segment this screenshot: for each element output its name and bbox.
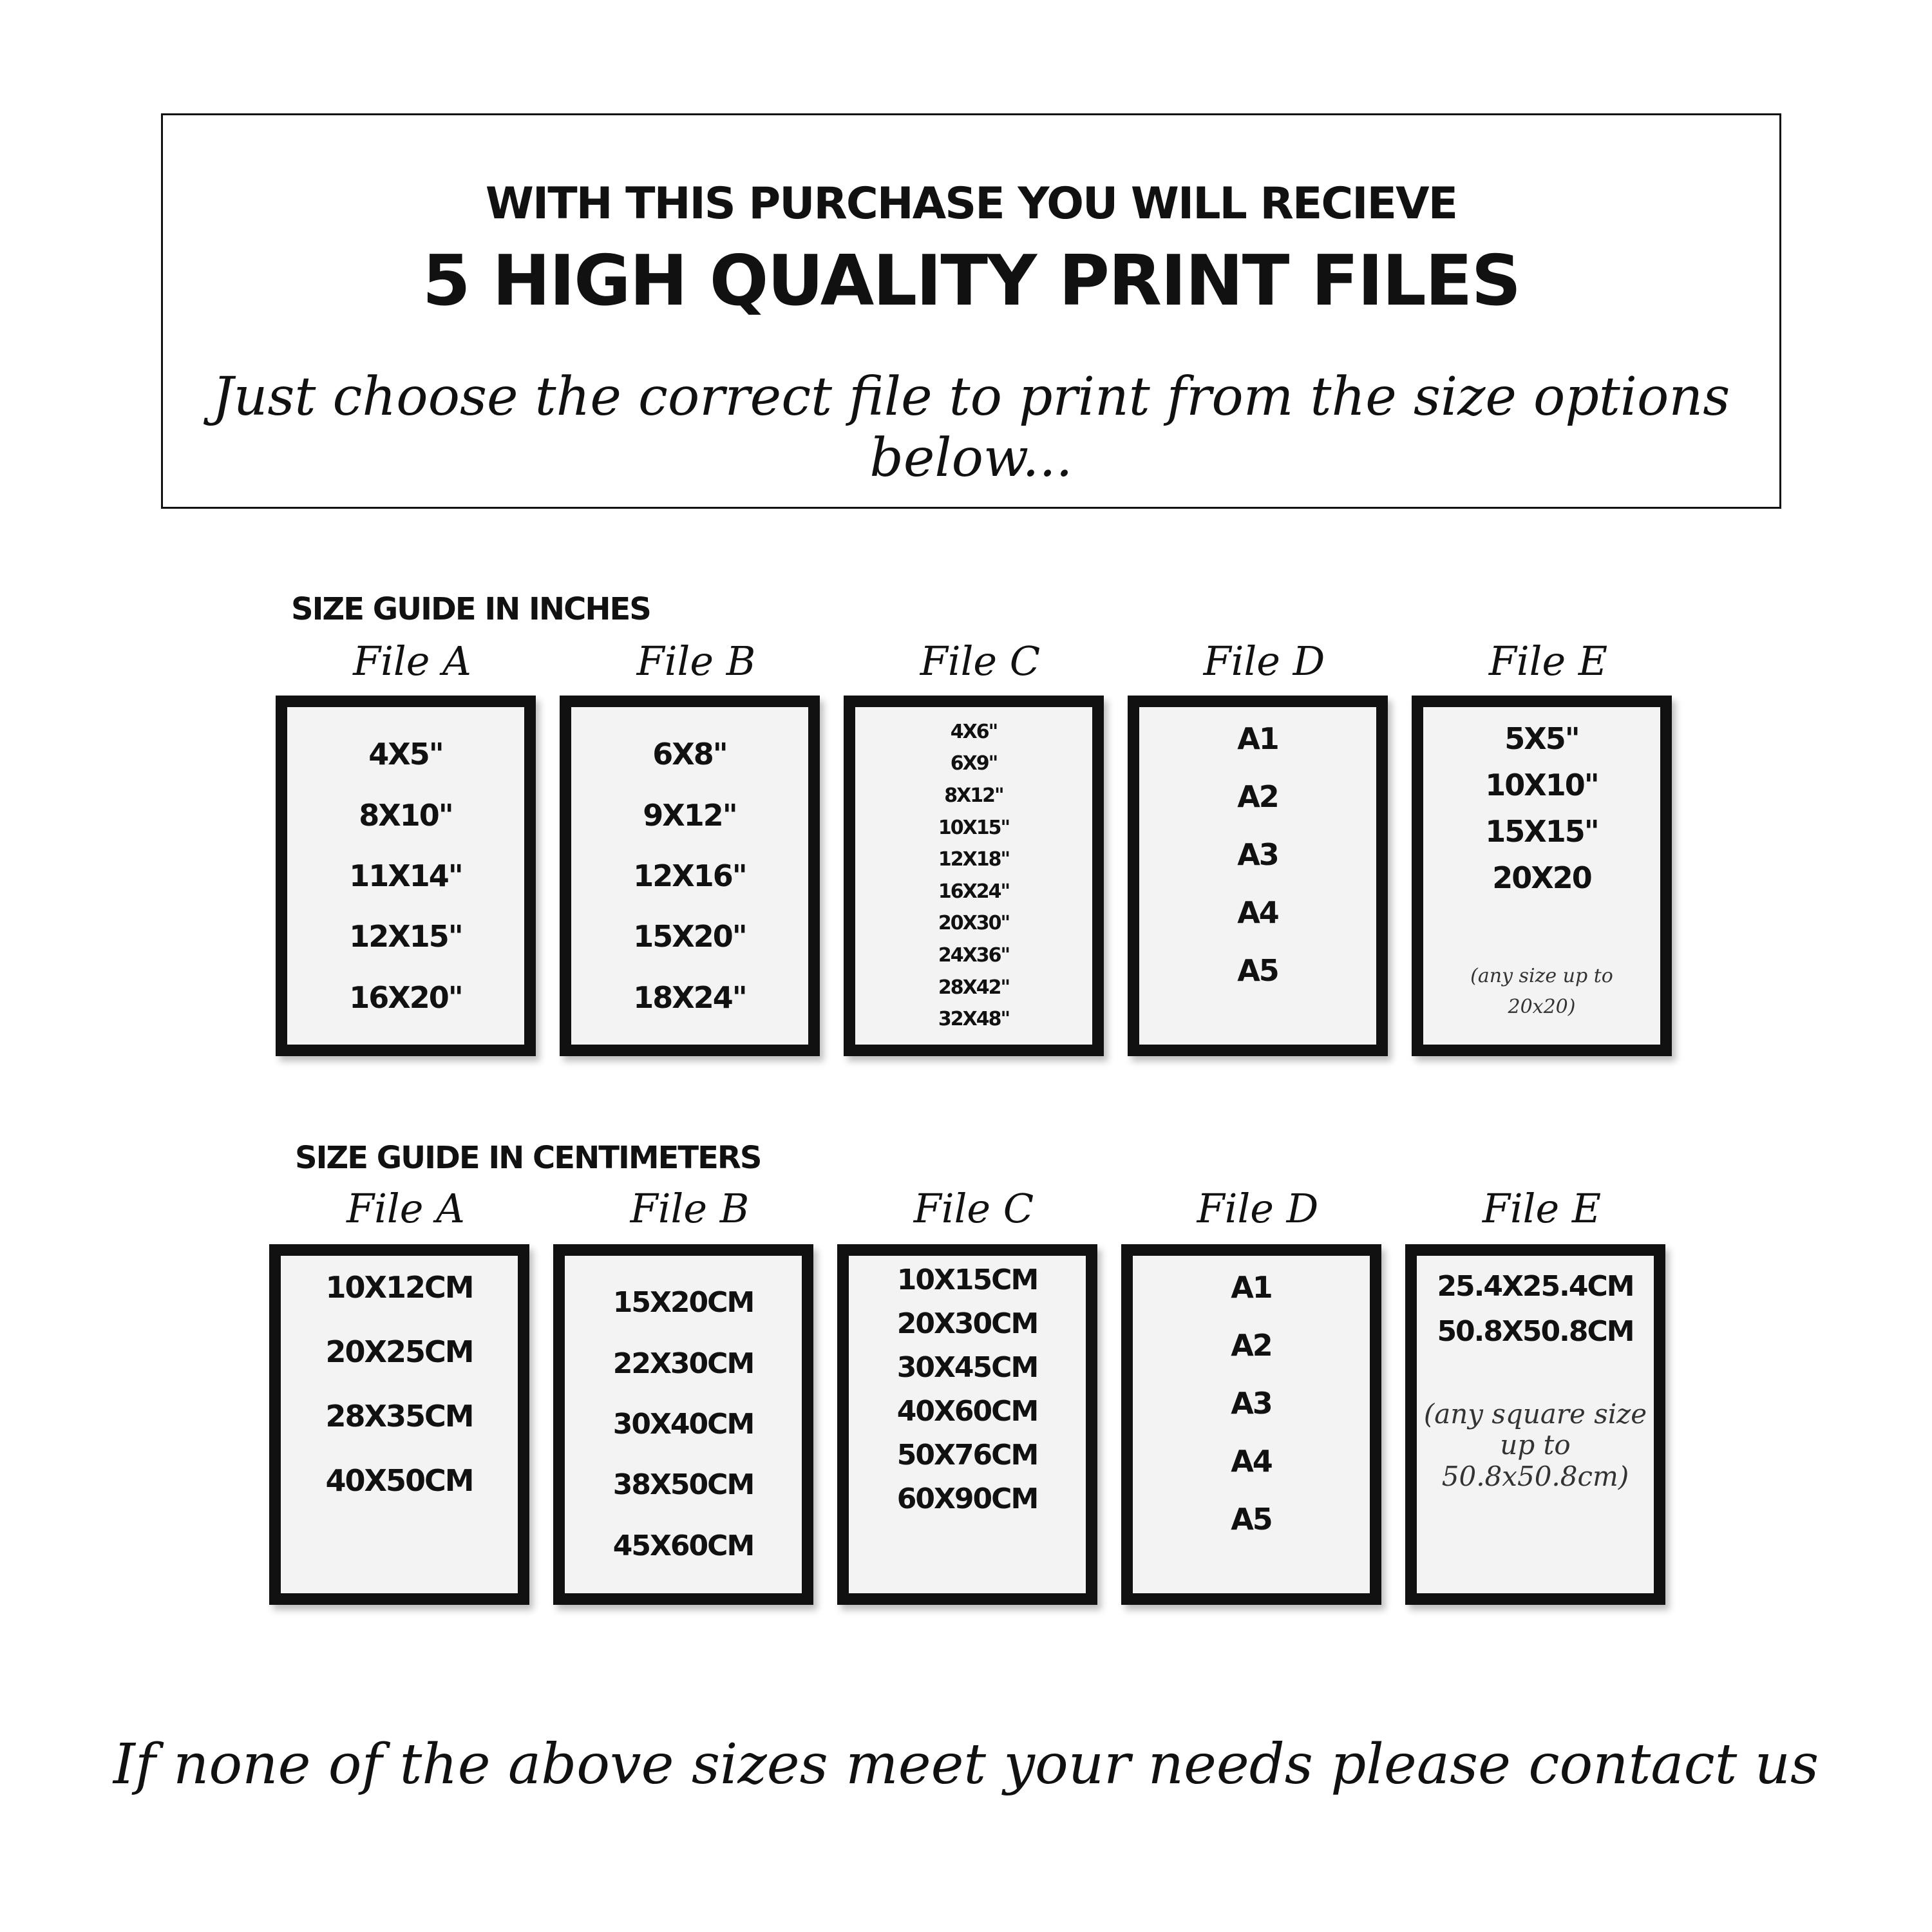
size-value: 30X40CM xyxy=(612,1407,754,1441)
cm-file-c-label: File C xyxy=(913,1185,1034,1232)
inches-section-title: SIZE GUIDE IN INCHES xyxy=(291,591,650,627)
size-value: 6X8" xyxy=(652,737,727,772)
inches-file-a-label: File A xyxy=(353,638,471,685)
size-value: 20X25CM xyxy=(325,1334,473,1369)
size-value: 8X12" xyxy=(944,784,1003,807)
size-value: 32X48" xyxy=(938,1008,1010,1031)
cm-file-a-frame xyxy=(269,1244,529,1605)
size-value: 38X50CM xyxy=(612,1468,754,1502)
cm-file-b-frame xyxy=(553,1244,813,1605)
inches-file-b-label: File B xyxy=(636,638,756,685)
cm-file-c-frame xyxy=(837,1244,1097,1605)
size-value: 15X20CM xyxy=(612,1286,754,1320)
size-value: 20X20 xyxy=(1492,860,1591,895)
size-note: (any square size up to 50.8x50.8cm) xyxy=(1423,1398,1647,1492)
size-value: 8X10" xyxy=(359,797,453,833)
size-value: 28X35CM xyxy=(325,1399,473,1434)
inches-file-d-label: File D xyxy=(1203,638,1325,685)
inches-file-d-frame xyxy=(1128,696,1388,1056)
size-value: A4 xyxy=(1231,1444,1272,1479)
inches-file-b-frame xyxy=(560,696,820,1056)
size-value: A3 xyxy=(1231,1386,1272,1421)
inches-file-e-frame xyxy=(1412,696,1672,1056)
cm-section-title: SIZE GUIDE IN CENTIMETERS xyxy=(295,1140,761,1176)
info-banner xyxy=(161,113,1781,509)
cm-file-e-label: File E xyxy=(1482,1185,1602,1232)
inches-file-a-frame xyxy=(276,696,536,1056)
size-value: 18X24" xyxy=(633,980,746,1015)
size-value: 10X12CM xyxy=(325,1270,473,1305)
size-value: 40X60CM xyxy=(896,1395,1038,1428)
cm-file-a-label: File A xyxy=(346,1185,465,1232)
inches-file-c-label: File C xyxy=(920,638,1041,685)
size-value: 20X30" xyxy=(938,912,1010,935)
cm-file-d-frame xyxy=(1121,1244,1381,1605)
size-value: 15X20" xyxy=(633,919,746,954)
size-value: A1 xyxy=(1237,721,1278,756)
size-value: 22X30CM xyxy=(612,1347,754,1380)
size-value: 50X76CM xyxy=(896,1439,1038,1472)
banner-headline: WITH THIS PURCHASE YOU WILL RECIEVE xyxy=(485,178,1457,229)
size-value: 10X15CM xyxy=(896,1264,1038,1296)
size-value: 28X42" xyxy=(938,976,1010,999)
size-value: 10X10" xyxy=(1485,768,1598,802)
size-value: 16X20" xyxy=(349,980,462,1015)
cm-file-e-frame xyxy=(1405,1244,1665,1605)
footer-contact-note: If none of the above sizes meet your needs please contact us xyxy=(113,1732,1819,1797)
size-value: 45X60CM xyxy=(612,1529,754,1562)
size-value: 9X12" xyxy=(643,797,737,833)
inches-file-c-frame xyxy=(844,696,1104,1056)
size-value: 6X9" xyxy=(950,752,998,775)
size-value: A2 xyxy=(1231,1328,1272,1363)
size-value: 50.8X50.8CM xyxy=(1437,1315,1634,1348)
size-value: 4X5" xyxy=(368,737,443,772)
size-value: A5 xyxy=(1237,953,1278,988)
size-value: 10X15" xyxy=(938,816,1010,839)
size-value: 15X15" xyxy=(1485,814,1598,849)
size-value: A1 xyxy=(1231,1270,1272,1305)
size-value: 60X90CM xyxy=(896,1482,1038,1515)
size-note: (any size up to 20x20) xyxy=(1470,965,1613,1018)
size-value: 12X16" xyxy=(633,858,746,893)
inches-file-e-label: File E xyxy=(1488,638,1608,685)
cm-file-d-label: File D xyxy=(1197,1185,1319,1232)
size-value: A4 xyxy=(1237,895,1278,930)
size-value: 12X15" xyxy=(349,919,462,954)
size-value: A3 xyxy=(1237,837,1278,872)
size-value: 4X6" xyxy=(950,720,998,743)
size-value: 25.4X25.4CM xyxy=(1437,1270,1634,1303)
size-value: A2 xyxy=(1237,779,1278,814)
cm-file-b-label: File B xyxy=(630,1185,750,1232)
size-value: 30X45CM xyxy=(896,1351,1038,1384)
banner-subtitle: Just choose the correct file to print from the size options below... xyxy=(212,366,1730,489)
size-value: 20X30CM xyxy=(896,1307,1038,1340)
size-value: 24X36" xyxy=(938,943,1010,967)
size-value: 11X14" xyxy=(349,858,462,893)
banner-title: 5 HIGH QUALITY PRINT FILES xyxy=(422,241,1520,321)
size-value: 12X18" xyxy=(938,848,1010,871)
size-value: 40X50CM xyxy=(325,1463,473,1498)
size-value: 5X5" xyxy=(1504,721,1579,756)
size-value: A5 xyxy=(1231,1502,1272,1537)
size-value: 16X24" xyxy=(938,880,1010,903)
